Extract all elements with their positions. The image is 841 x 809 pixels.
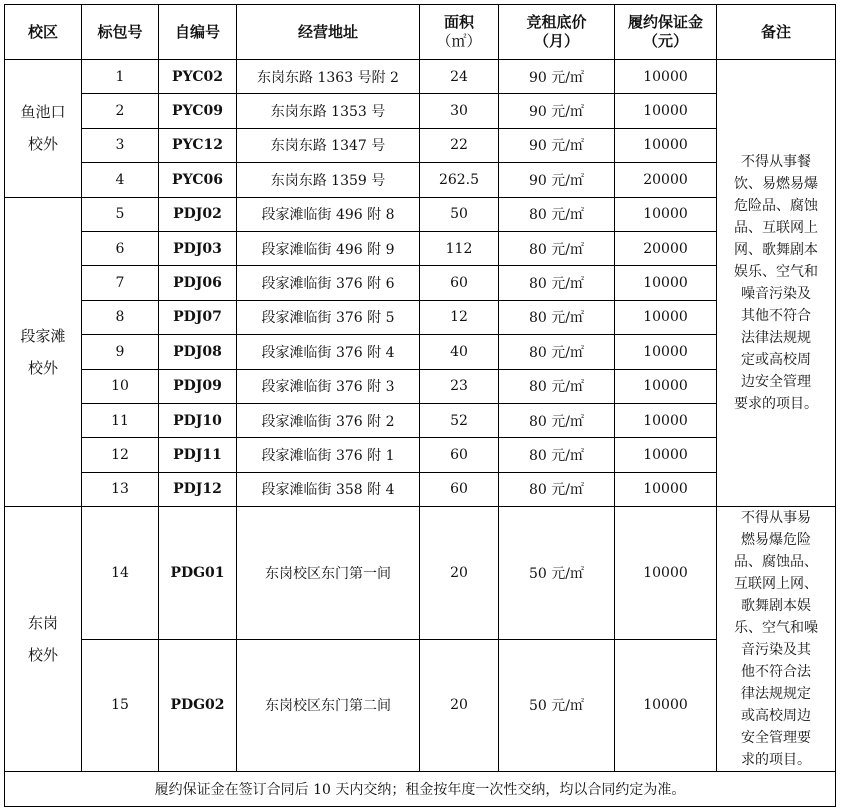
deposit-cell: 10000 [615,472,717,506]
table-row [5,128,836,162]
price-cell: 80 元/㎡ [499,438,615,472]
area-cell: 20 [420,507,499,640]
price-cell: 90 元/㎡ [499,163,615,197]
area-cell: 60 [420,266,499,300]
area-cell: 40 [420,335,499,369]
footer-note: 履约保证金在签订合同后 10 天内交纳；租金按年度一次性交纳，均以合同约定为准。 [5,772,836,807]
lot-cell: 6 [82,231,159,265]
deposit-cell: 10000 [615,60,717,94]
remark-line: 不得从事餐 [741,154,811,171]
remark-line: 品、腐蚀品、 [734,554,818,571]
remark-line: 边安全管理 [741,374,811,391]
address-cell: 东岗东路 1353 号 [237,94,420,128]
lot-cell: 3 [82,128,159,162]
area-cell: 52 [420,403,499,437]
lot-cell: 8 [82,300,159,334]
remark-line: 噪音污染及 [741,286,811,303]
lot-cell: 12 [82,438,159,472]
remark-cell-2 [717,507,836,772]
deposit-cell: 10000 [615,507,717,640]
table-row [5,163,836,197]
footer-row [5,772,836,807]
area-cell: 112 [420,231,499,265]
address-cell: 段家滩临街 376 附 3 [237,369,420,403]
area-cell: 60 [420,438,499,472]
area-cell: 20 [420,639,499,772]
address-cell: 段家滩临街 358 附 4 [237,472,420,506]
area-cell: 22 [420,128,499,162]
address-cell: 东岗校区东门第二间 [237,639,420,772]
lease-table [4,4,836,807]
lot-cell: 14 [82,507,159,640]
address-cell: 段家滩临街 376 附 4 [237,335,420,369]
code-cell: PDG02 [159,639,237,772]
campus-cell: 鱼池口 校外 [5,60,82,198]
deposit-cell: 10000 [615,300,717,334]
price-cell: 80 元/㎡ [499,231,615,265]
remark-line: 律法规规定 [741,686,811,703]
remark-line: 定或高校周 [741,352,811,369]
price-cell: 90 元/㎡ [499,94,615,128]
remark-line: 网、歌舞剧本 [734,242,818,259]
remark-line: 安全管理要 [741,730,811,747]
header-lot-no: 标包号 [82,5,159,60]
area-cell: 262.5 [420,163,499,197]
price-cell: 80 元/㎡ [499,300,615,334]
address-cell: 东岗东路 1363 号附 2 [237,60,420,94]
remark-line: 法律法规规 [741,330,811,347]
code-cell: PDJ07 [159,300,237,334]
address-cell: 段家滩临街 376 附 1 [237,438,420,472]
remark-cell-1 [717,60,836,507]
table-row [5,231,836,265]
deposit-cell: 10000 [615,128,717,162]
price-cell: 80 元/㎡ [499,472,615,506]
price-cell: 50 元/㎡ [499,639,615,772]
deposit-cell: 10000 [615,94,717,128]
address-cell: 段家滩临街 496 附 9 [237,231,420,265]
address-cell: 东岗校区东门第一间 [237,507,420,640]
table-row [5,335,836,369]
lot-cell: 13 [82,472,159,506]
price-cell: 90 元/㎡ [499,60,615,94]
remark-line: 音污染及其 [741,642,811,659]
code-cell: PDJ02 [159,197,237,231]
price-cell: 80 元/㎡ [499,369,615,403]
header-row [5,5,836,60]
header-campus: 校区 [5,5,82,60]
deposit-cell: 10000 [615,335,717,369]
table-row [5,403,836,437]
address-cell: 段家滩临街 376 附 5 [237,300,420,334]
address-cell: 东岗东路 1359 号 [237,163,420,197]
deposit-cell: 10000 [615,403,717,437]
remark-line: 其他不符合 [741,308,811,325]
lot-cell: 2 [82,94,159,128]
deposit-cell: 10000 [615,266,717,300]
remark-line: 危险品、腐蚀 [734,198,818,215]
area-cell: 12 [420,300,499,334]
lot-cell: 5 [82,197,159,231]
table-row [5,472,836,506]
lot-cell: 1 [82,60,159,94]
lot-cell: 7 [82,266,159,300]
lot-cell: 4 [82,163,159,197]
code-cell: PDG01 [159,507,237,640]
remark-line: 不得从事易 [741,510,811,527]
remark-line: 他不符合法 [741,664,811,681]
address-cell: 东岗东路 1347 号 [237,128,420,162]
price-cell: 80 元/㎡ [499,197,615,231]
header-deposit: 履约保证金 （元） [615,5,717,60]
code-cell: PYC02 [159,60,237,94]
deposit-cell: 10000 [615,438,717,472]
address-cell: 段家滩临街 496 附 8 [237,197,420,231]
deposit-cell: 10000 [615,639,717,772]
lot-cell: 15 [82,639,159,772]
code-cell: PDJ06 [159,266,237,300]
address-cell: 段家滩临街 376 附 6 [237,266,420,300]
remark-line: 乐、空气和噪 [734,620,818,637]
code-cell: PDJ08 [159,335,237,369]
table-row [5,94,836,128]
table-row [5,300,836,334]
remark-line: 互联网上网、 [734,576,818,593]
price-cell: 50 元/㎡ [499,507,615,640]
remark-line: 娱乐、空气和 [734,264,818,281]
table-row [5,266,836,300]
deposit-cell: 20000 [615,231,717,265]
remark-line: 品、互联网上 [734,220,818,237]
code-cell: PDJ03 [159,231,237,265]
remark-line: 饮、易燃易爆 [734,176,818,193]
campus-cell: 东岗 校外 [5,507,82,772]
deposit-cell: 20000 [615,163,717,197]
table-row [5,60,836,94]
table-row [5,369,836,403]
lot-cell: 9 [82,335,159,369]
code-cell: PYC06 [159,163,237,197]
code-cell: PDJ11 [159,438,237,472]
price-cell: 90 元/㎡ [499,128,615,162]
code-cell: PDJ12 [159,472,237,506]
code-cell: PYC12 [159,128,237,162]
deposit-cell: 10000 [615,369,717,403]
table-row [5,507,836,640]
header-area: 面积 （㎡） [420,5,499,60]
remark-line: 歌舞剧本娱 [741,598,811,615]
area-cell: 60 [420,472,499,506]
lot-cell: 11 [82,403,159,437]
address-cell: 段家滩临街 376 附 2 [237,403,420,437]
price-cell: 80 元/㎡ [499,266,615,300]
price-cell: 80 元/㎡ [499,335,615,369]
price-cell: 80 元/㎡ [499,403,615,437]
deposit-cell: 10000 [615,197,717,231]
code-cell: PDJ09 [159,369,237,403]
area-cell: 30 [420,94,499,128]
table-row [5,438,836,472]
header-address: 经营地址 [237,5,420,60]
table-row [5,197,836,231]
remark-line: 或高校周边 [741,708,811,725]
remark-line: 燃易爆危险 [741,532,811,549]
area-cell: 24 [420,60,499,94]
campus-cell: 段家滩 校外 [5,197,82,507]
area-cell: 23 [420,369,499,403]
remark-line: 求的项目。 [741,752,811,769]
code-cell: PYC09 [159,94,237,128]
header-remark: 备注 [717,5,836,60]
header-code: 自编号 [159,5,237,60]
table-row [5,639,836,772]
lot-cell: 10 [82,369,159,403]
header-price: 竞租底价 （月） [499,5,615,60]
remark-line: 要求的项目。 [734,396,818,413]
code-cell: PDJ10 [159,403,237,437]
area-cell: 50 [420,197,499,231]
